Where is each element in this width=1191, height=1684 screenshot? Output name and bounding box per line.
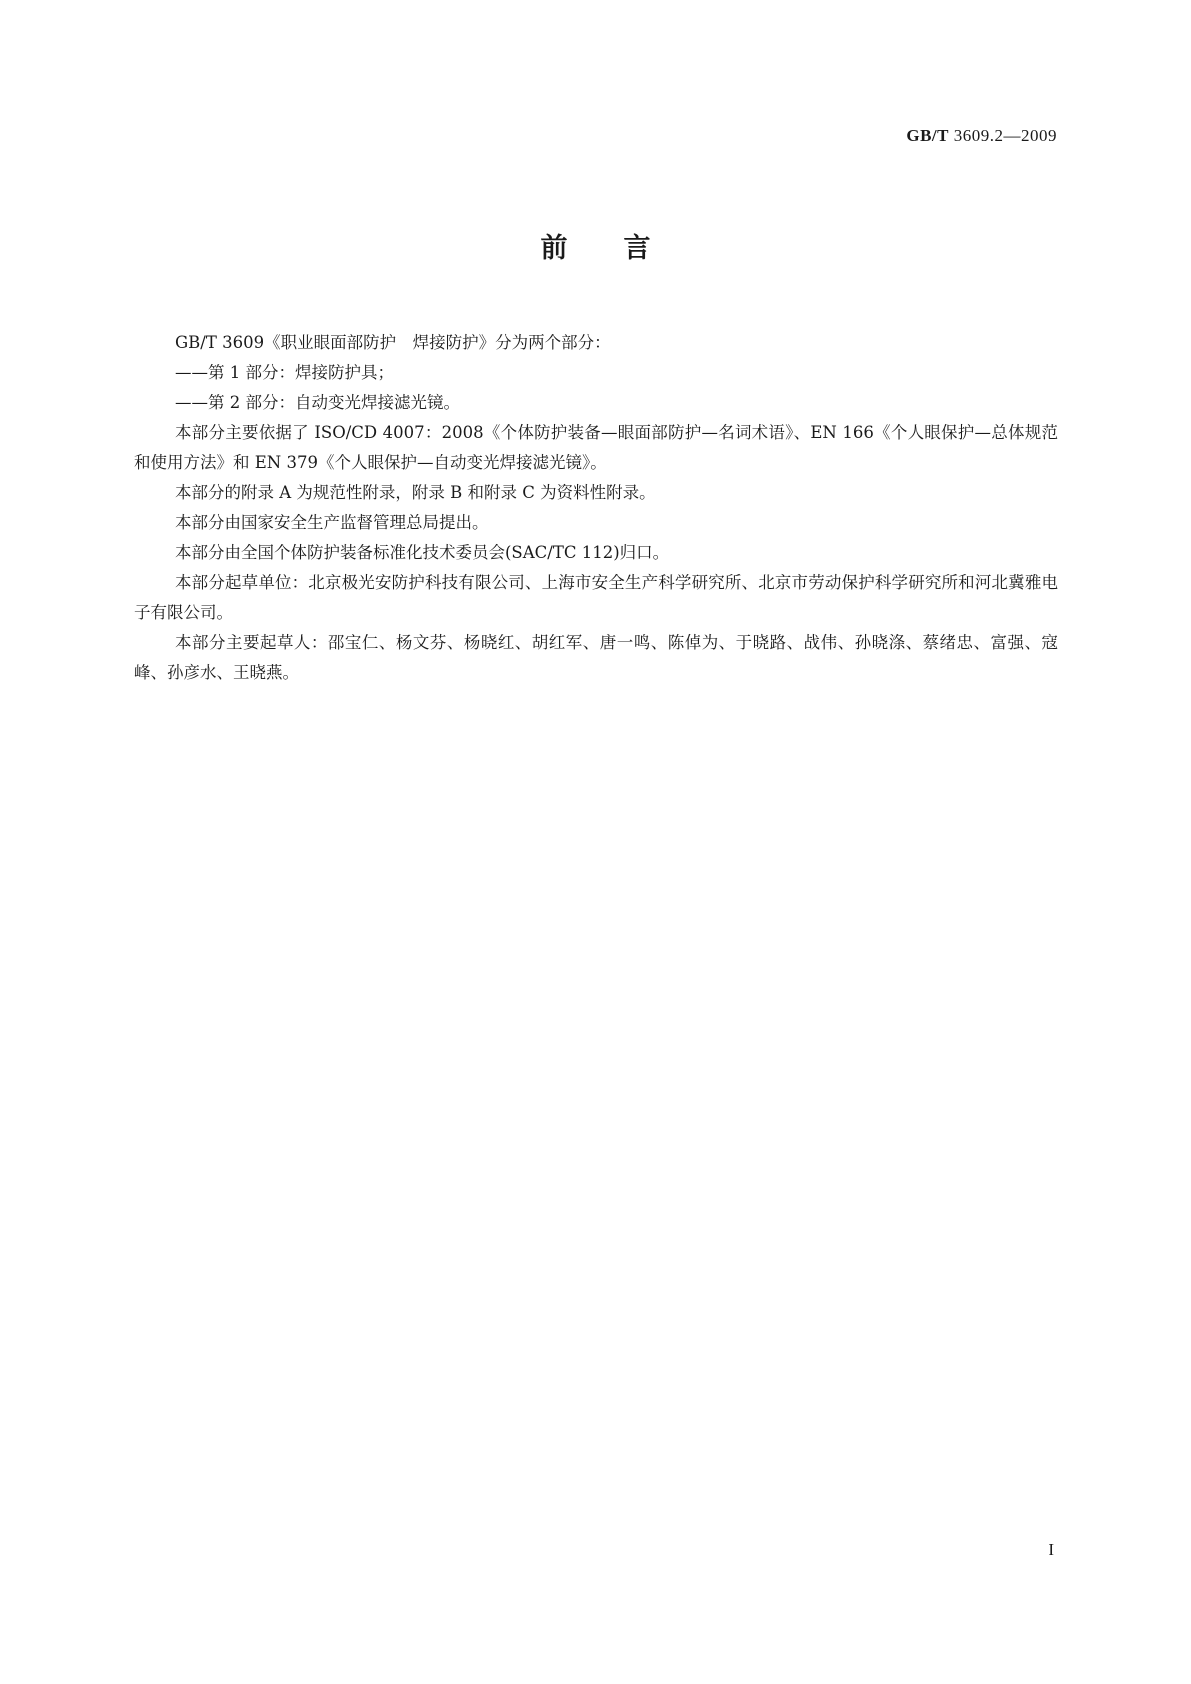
paragraph-committee: 本部分由全国个体防护装备标准化技术委员会(SAC/TC 112)归口。	[175, 543, 670, 562]
paragraph-parts-intro: GB/T 3609《职业眼面部防护 焊接防护》分为两个部分：	[175, 333, 611, 352]
page-title: 前言	[540, 233, 707, 264]
paragraph-drafters: 本部分主要起草人：邵宝仁、杨文芬、杨晓红、胡红军、唐一鸣、陈倬为、于晓路、战伟、孙晓涤、蔡绪忠、富强、寇峰、孙彦水、王晓燕。	[134, 633, 1058, 682]
paragraph-proposer: 本部分由国家安全生产监督管理总局提出。	[175, 513, 489, 532]
standard-number: 3609.2—2009	[953, 126, 1057, 145]
standard-code	[906, 126, 1057, 146]
paragraph-part-2: ——第 2 部分：自动变光焊接滤光镜。	[175, 393, 460, 412]
foreword-body	[134, 328, 1058, 688]
standard-prefix: GB/T	[906, 126, 949, 145]
paragraph-part-1: ——第 1 部分：焊接防护具；	[175, 363, 394, 382]
page-number: I	[1048, 1540, 1054, 1559]
paragraph-drafting-units: 本部分起草单位：北京极光安防护科技有限公司、上海市安全生产科学研究所、北京市劳动保护科学研究所和河北冀雅电子有限公司。	[134, 573, 1058, 622]
paragraph-references: 本部分主要依据了 ISO/CD 4007：2008《个体防护装备—眼面部防护—名词术语》、EN 166《个人眼保护—总体规范和使用方法》和 EN 379《个人眼保护—自动变光焊接滤光镜》。	[134, 423, 1058, 472]
paragraph-annexes: 本部分的附录 A 为规范性附录，附录 B 和附录 C 为资料性附录。	[175, 483, 656, 502]
